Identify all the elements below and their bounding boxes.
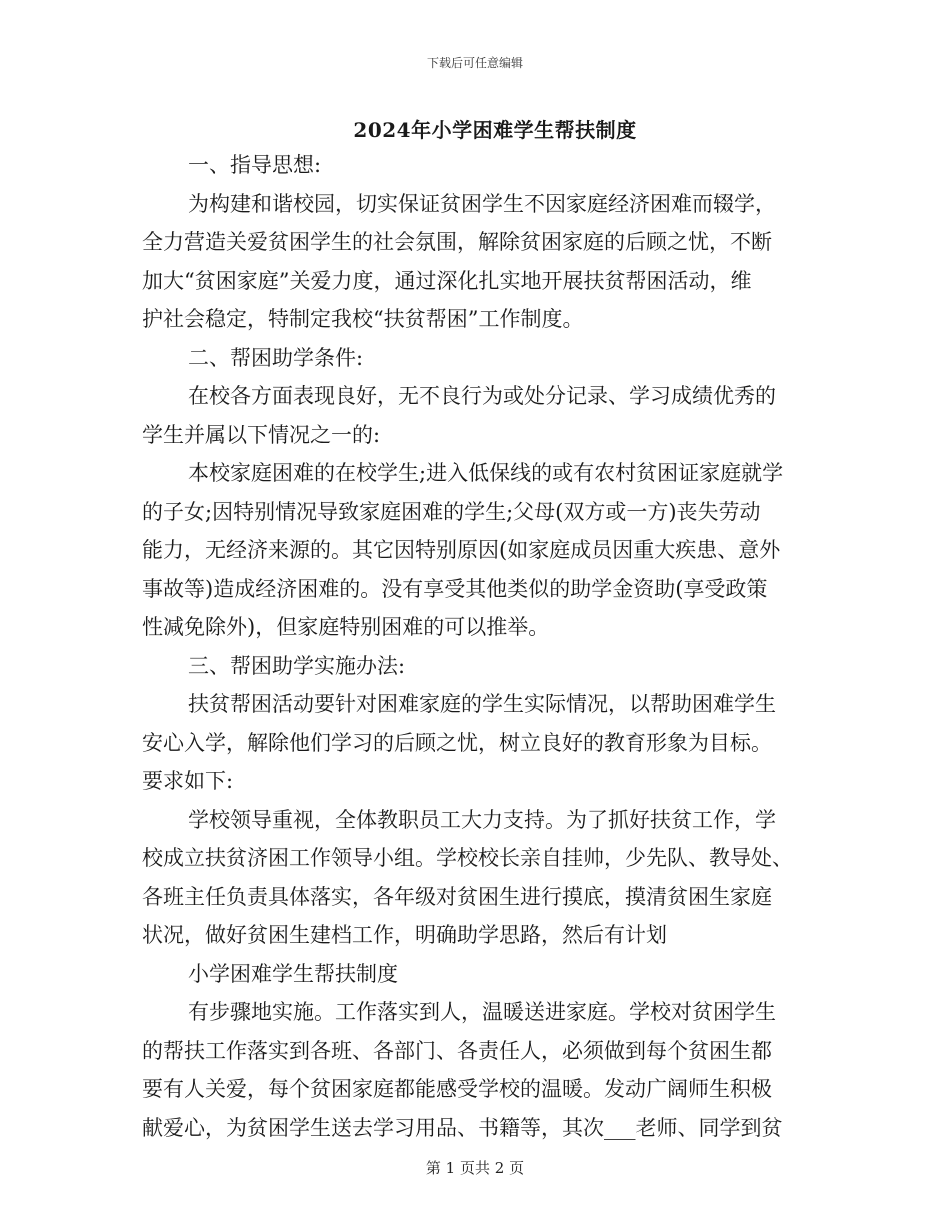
paragraph-line: 有步骤地实施。工作落实到人，温暖送进家庭。学校对贫困学生	[188, 1000, 776, 1024]
paragraph-line: 本校家庭困难的在校学生;进入低保线的或有农村贫困证家庭就学	[188, 461, 784, 485]
section-heading-conditions: 二、帮困助学条件:	[188, 345, 364, 370]
paragraph-line: 献爱心，为贫困学生送去学习用品、书籍等，其次___老师、同学到贫	[142, 1115, 783, 1140]
section-heading-guiding-ideology: 一、指导思想:	[188, 153, 322, 177]
paragraph-line: 要求如下:	[142, 769, 234, 793]
paragraph-line: 能力，无经济来源的。其它因特别原因(如家庭成员因重大疾患、意外	[142, 538, 781, 562]
paragraph-line: 校成立扶贫济困工作领导小组。学校校长亲自挂帅，少先队、教导处、	[142, 846, 793, 870]
paragraph-line: 的子女;因特别情况导致家庭困难的学生;父母(双方或一方)丧失劳动	[142, 499, 761, 524]
section-heading-implementation: 三、帮困助学实施办法:	[188, 653, 406, 678]
paragraph-line: 为构建和谐校园，切实保证贫困学生不因家庭经济困难而辍学，	[188, 191, 776, 216]
paragraph-line: 加大“贫困家庭”关爱力度，通过深化扎实地开展扶贫帮困活动，维	[142, 268, 752, 293]
paragraph-line: 安心入学，解除他们学习的后顾之忧，树立良好的教育形象为目标。	[142, 730, 772, 755]
paragraph-line: 性减免除外)，但家庭特别困难的可以推举。	[142, 615, 550, 639]
paragraph-line: 事故等)造成经济困难的。没有享受其他类似的助学金资助(享受政策	[142, 576, 768, 601]
header-note: 下载后可任意编辑	[426, 56, 523, 70]
paragraph-line: 的帮扶工作落实到各班、各部门、各责任人，必须做到每个贫困生都	[142, 1038, 772, 1063]
document-title: 2024年小学困难学生帮扶制度	[353, 118, 637, 142]
paragraph-line: 学校领导重视，全体教职员工大力支持。为了抓好扶贫工作，学	[188, 807, 776, 832]
paragraph-line: 学生并属以下情况之一的:	[142, 422, 381, 447]
paragraph-line: 在校各方面表现良好，无不良行为或处分记录、学习成绩优秀的	[188, 384, 776, 408]
inline-subtitle: 小学困难学生帮扶制度	[188, 961, 398, 986]
paragraph-line: 扶贫帮困活动要针对困难家庭的学生实际情况，以帮助困难学生	[188, 692, 776, 716]
paragraph-line: 全力营造关爱贫困学生的社会氛围，解除贫困家庭的后顾之忧，不断	[142, 230, 772, 254]
page-footer: 第 1 页共 2 页	[425, 1159, 525, 1177]
paragraph-line: 要有人关爱，每个贫困家庭都能感受学校的温暖。发动广阔师生积极	[142, 1077, 772, 1101]
document-body	[142, 146, 812, 1147]
paragraph-line: 状况，做好贫困生建档工作，明确助学思路，然后有计划	[142, 923, 667, 947]
paragraph-line: 护社会稳定，特制定我校“扶贫帮困”工作制度。	[142, 307, 584, 331]
paragraph-line: 各班主任负责具体落实，各年级对贫困生进行摸底，摸清贫困生家庭	[142, 884, 772, 909]
